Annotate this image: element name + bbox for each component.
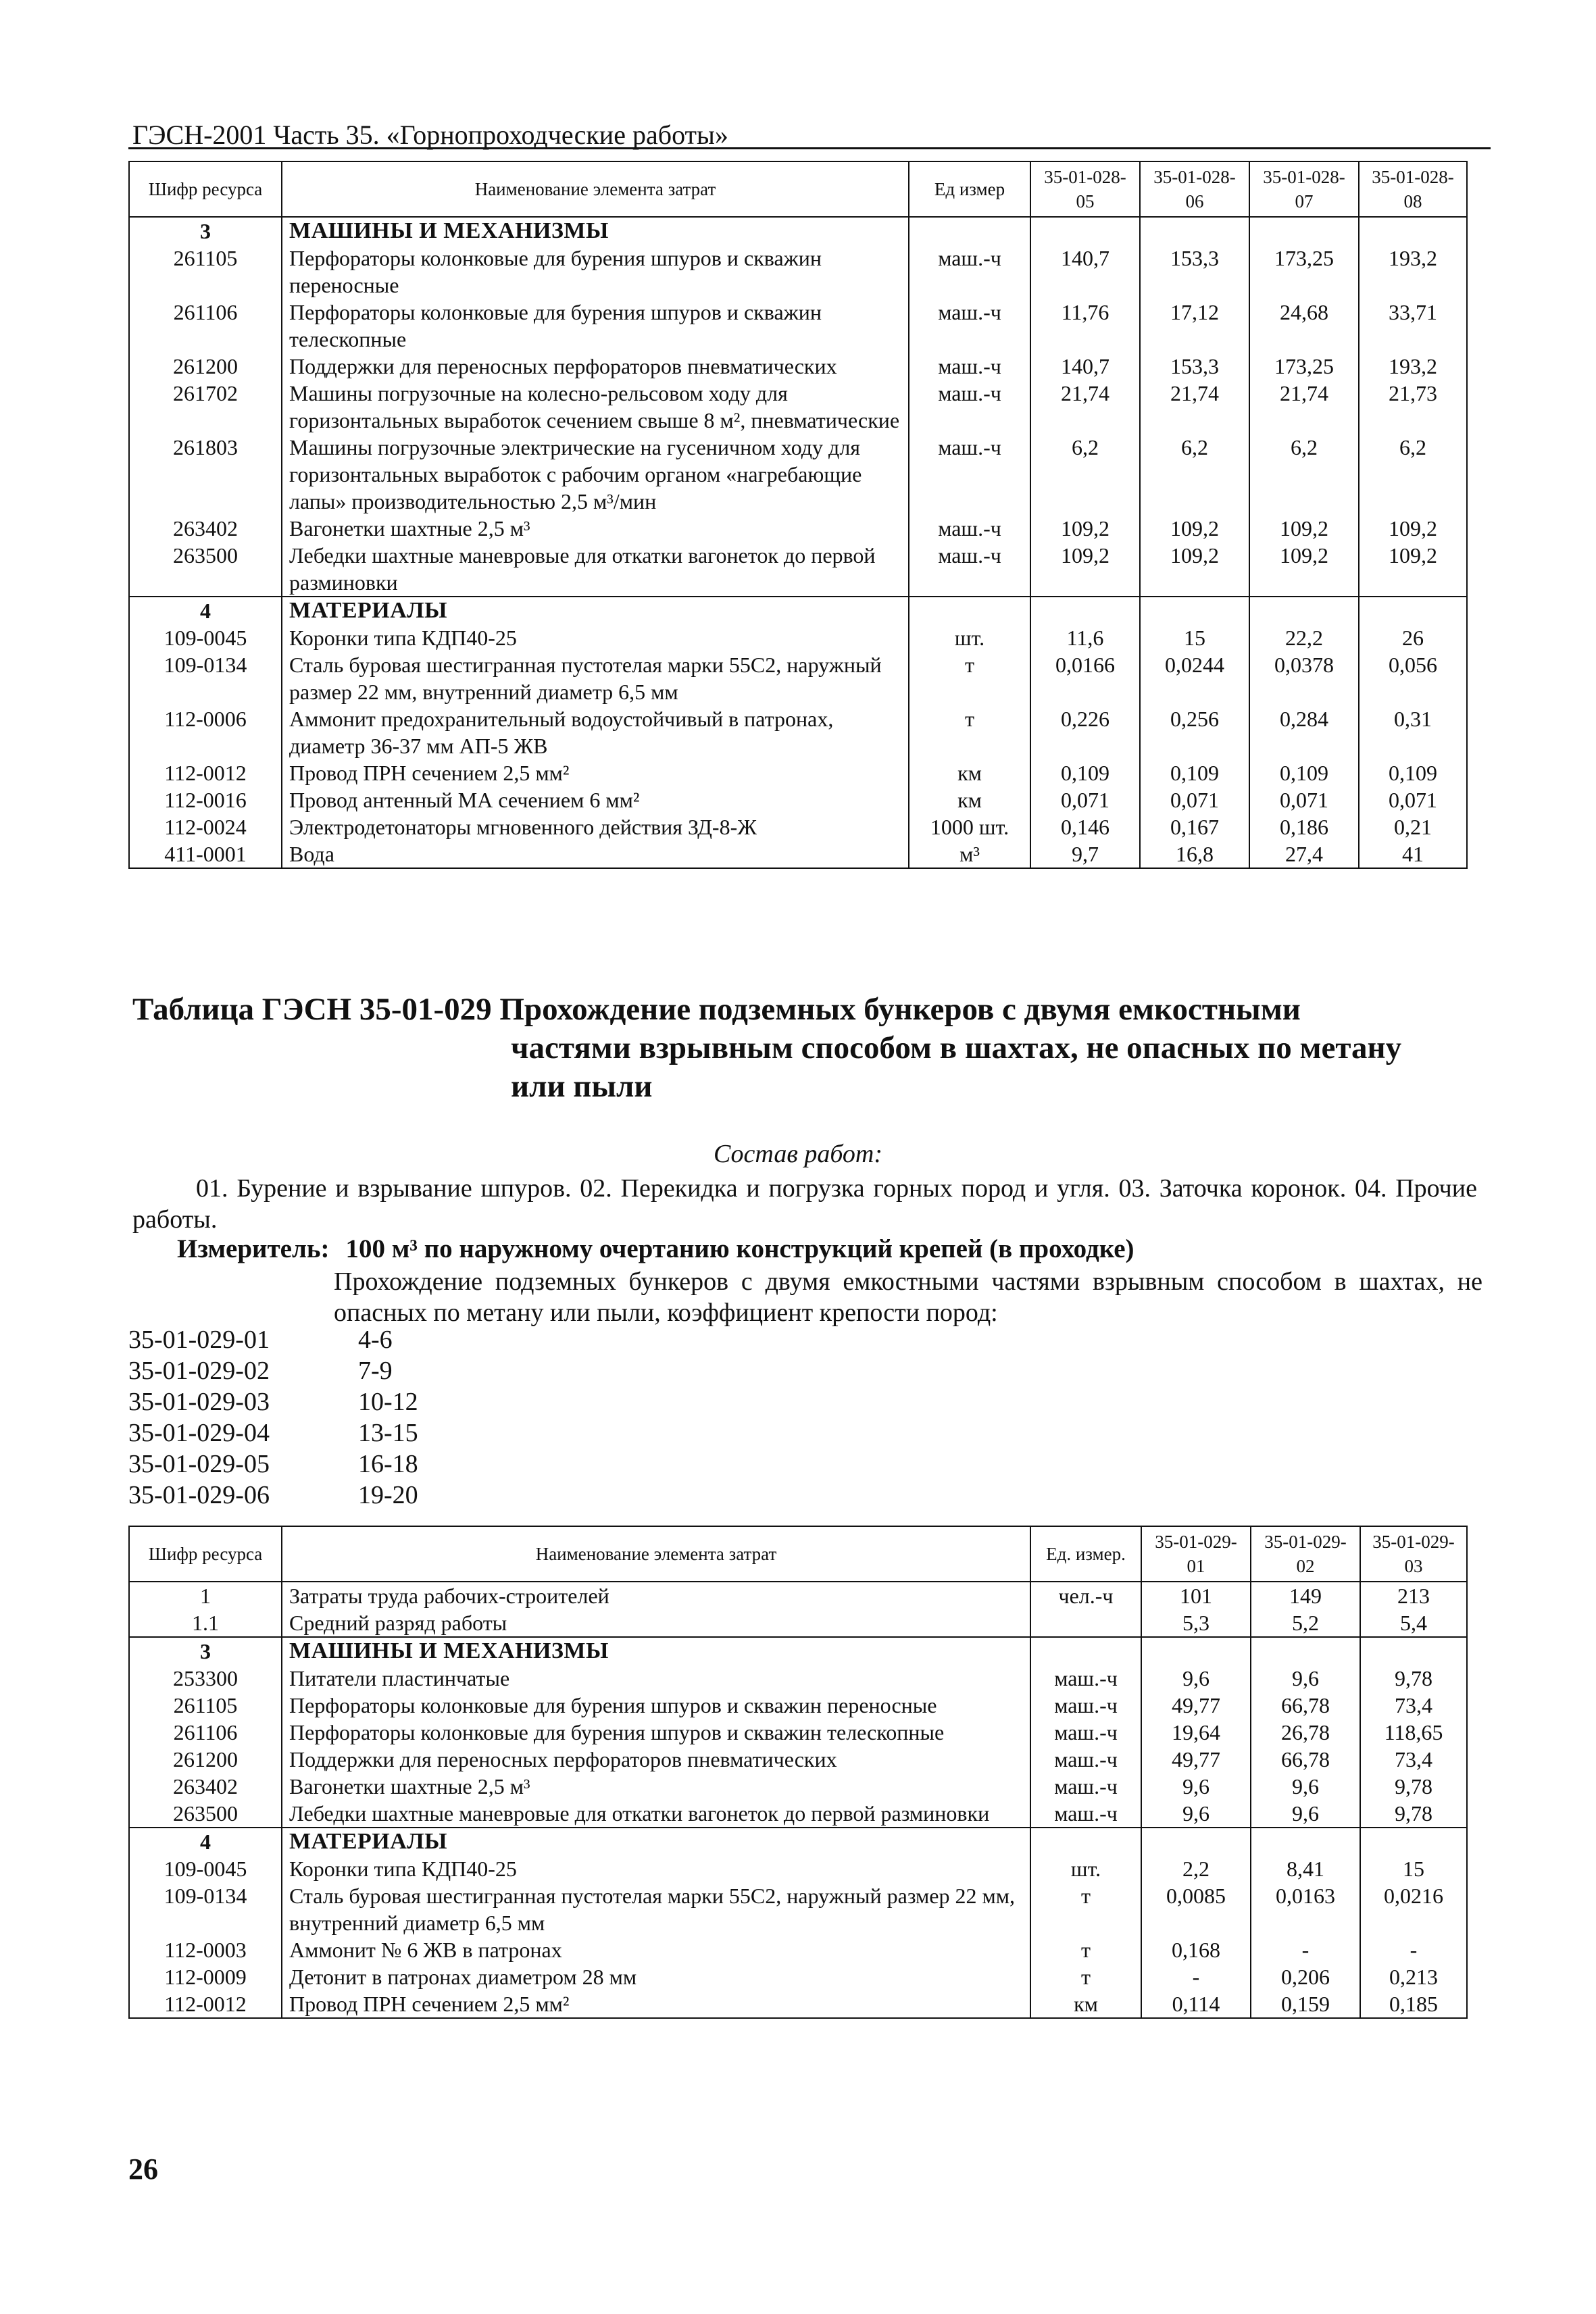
resource-name: Питатели пластинчатые (282, 1665, 1030, 1692)
resource-name: Провод ПРН сечением 2,5 мм² (282, 759, 909, 786)
norm-value: 17,12 (1140, 299, 1249, 353)
hardness-range: 10-12 (358, 1388, 418, 1416)
section-title: МАТЕРИАЛЫ (282, 1828, 1030, 1855)
norm-value: 0,0216 (1360, 1882, 1467, 1936)
table-row (129, 840, 1467, 868)
unit-of-measure: т (909, 651, 1030, 705)
norm-value: 26 (1359, 624, 1467, 651)
norm-value: 0,256 (1140, 705, 1249, 759)
table-title-line-1: Таблица ГЭСН 35-01-029 Прохождение подземных бункеров с двумя емкостными (132, 992, 1301, 1027)
norm-value: 0,0244 (1140, 651, 1249, 705)
norm-value: 6,2 (1140, 434, 1249, 515)
hardness-range: 4-6 (358, 1326, 393, 1354)
norm-value: 9,6 (1251, 1773, 1360, 1800)
unit-of-measure: чел.-ч (1030, 1582, 1141, 1609)
table-row (129, 759, 1467, 786)
section-row (129, 1828, 1467, 1855)
resource-name: Перфораторы колонковые для бурения шпуров и скважин переносные (282, 1692, 1030, 1719)
table-row (129, 1963, 1467, 1990)
norm-value: 140,7 (1030, 353, 1140, 380)
norm-code-row (128, 1324, 418, 1355)
norm-value: 0,284 (1249, 705, 1359, 759)
norm-code-row (128, 1386, 418, 1417)
norm-value: 21,74 (1140, 380, 1249, 434)
norm-value: 0,168 (1141, 1936, 1251, 1963)
column-header: Шифр ресурса (129, 161, 282, 217)
table-row (129, 299, 1467, 353)
resource-name: Вагонетки шахтные 2,5 м³ (282, 515, 909, 542)
norm-value: 11,6 (1030, 624, 1140, 651)
hardness-range: 16-18 (358, 1450, 418, 1478)
norm-value: 173,25 (1249, 353, 1359, 380)
empty-cell (1030, 1828, 1141, 1855)
table-row (129, 380, 1467, 434)
norm-value: 140,7 (1030, 245, 1140, 299)
norm-value: 9,6 (1141, 1773, 1251, 1800)
resource-name: Детонит в патронах диаметром 28 мм (282, 1963, 1030, 1990)
norm-value: 73,4 (1360, 1692, 1467, 1719)
meter-label: Измеритель: (177, 1234, 330, 1263)
meter-value: 100 м³ по наружному очертанию конструкций крепей (в проходке) (345, 1234, 1134, 1263)
empty-cell (909, 597, 1030, 624)
resource-code: 112-0024 (129, 813, 282, 840)
table-row (129, 1746, 1467, 1773)
resource-name: Сталь буровая шестигранная пустотелая марки 55С2, наружный размер 22 мм, внутренний диаметр 6,5 мм (282, 651, 909, 705)
unit-of-measure: м³ (909, 840, 1030, 868)
table-row (129, 651, 1467, 705)
norm-value: 33,71 (1359, 299, 1467, 353)
norm-value: 41 (1359, 840, 1467, 868)
norm-value: 0,0378 (1249, 651, 1359, 705)
norm-value: 0,146 (1030, 813, 1140, 840)
table-row (129, 1665, 1467, 1692)
unit-of-measure: т (909, 705, 1030, 759)
meter-line (177, 1234, 1134, 1264)
unit-of-measure: маш.-ч (1030, 1665, 1141, 1692)
resource-code: 261803 (129, 434, 282, 515)
table-title (132, 990, 1477, 1106)
resource-name: Вода (282, 840, 909, 868)
table-row (129, 1936, 1467, 1963)
norm-value: 5,3 (1141, 1609, 1251, 1637)
norm-value: 193,2 (1359, 245, 1467, 299)
table-row (129, 1882, 1467, 1936)
resource-name: Коронки типа КДП40-25 (282, 1855, 1030, 1882)
norm-value: 16,8 (1140, 840, 1249, 868)
resource-name: Перфораторы колонковые для бурения шпуров и скважин телескопные (282, 299, 909, 353)
norm-value: 0,109 (1140, 759, 1249, 786)
column-header: Наименование элемента затрат (282, 1526, 1030, 1582)
unit-of-measure: маш.-ч (909, 353, 1030, 380)
resource-name: Поддержки для переносных перфораторов пневматических (282, 353, 909, 380)
empty-cell (1140, 597, 1249, 624)
table-row (129, 1719, 1467, 1746)
norm-value: 49,77 (1141, 1746, 1251, 1773)
norm-value: 0,226 (1030, 705, 1140, 759)
norm-code: 35-01-029-05 (128, 1450, 270, 1478)
empty-cell (1360, 1828, 1467, 1855)
norm-value: - (1141, 1963, 1251, 1990)
table-row (129, 1609, 1467, 1637)
table-header-row (129, 161, 1467, 217)
norm-value: 11,76 (1030, 299, 1140, 353)
header-rule (128, 147, 1491, 149)
norm-value: 21,73 (1359, 380, 1467, 434)
norm-value: 109,2 (1030, 542, 1140, 597)
norm-value: 109,2 (1249, 542, 1359, 597)
resource-name: Перфораторы колонковые для бурения шпуров и скважин переносные (282, 245, 909, 299)
norm-value: 27,4 (1249, 840, 1359, 868)
resource-code: 261200 (129, 1746, 282, 1773)
norm-value: 8,41 (1251, 1855, 1360, 1882)
unit-of-measure: маш.-ч (909, 542, 1030, 597)
unit-of-measure: маш.-ч (909, 299, 1030, 353)
resource-name: Лебедки шахтные маневровые для откатки вагонеток до первой разминовки (282, 542, 909, 597)
unit-of-measure: маш.-ч (909, 245, 1030, 299)
norm-code: 35-01-029-03 (128, 1388, 270, 1416)
empty-cell (1249, 217, 1359, 245)
unit-of-measure (1030, 1609, 1141, 1637)
norm-value: 0,159 (1251, 1990, 1360, 2018)
resource-table-029 (128, 1526, 1468, 2019)
resource-code: 261106 (129, 1719, 282, 1746)
norm-value: 0,071 (1140, 786, 1249, 813)
norm-code-row (128, 1480, 418, 1511)
resource-code: 261106 (129, 299, 282, 353)
resource-name: Коронки типа КДП40-25 (282, 624, 909, 651)
norm-value: 0,213 (1360, 1963, 1467, 1990)
unit-of-measure: маш.-ч (1030, 1692, 1141, 1719)
unit-of-measure: маш.-ч (909, 434, 1030, 515)
unit-of-measure: км (1030, 1990, 1141, 2018)
norm-value: 9,78 (1360, 1800, 1467, 1828)
resource-code: 112-0016 (129, 786, 282, 813)
unit-of-measure: маш.-ч (1030, 1746, 1141, 1773)
norm-value: 0,167 (1140, 813, 1249, 840)
norm-value: 0,31 (1359, 705, 1467, 759)
table-row (129, 786, 1467, 813)
norm-code: 35-01-029-01 (128, 1326, 270, 1354)
norm-value: 193,2 (1359, 353, 1467, 380)
norm-value: 73,4 (1360, 1746, 1467, 1773)
empty-cell (1249, 597, 1359, 624)
resource-name: Провод ПРН сечением 2,5 мм² (282, 1990, 1030, 2018)
resource-name: Аммонит № 6 ЖВ в патронах (282, 1936, 1030, 1963)
norm-value: 66,78 (1251, 1692, 1360, 1719)
norm-value: 153,3 (1140, 353, 1249, 380)
table-title-line-3: или пыли (511, 1069, 653, 1104)
empty-cell (1141, 1828, 1251, 1855)
norm-value: 109,2 (1249, 515, 1359, 542)
norm-value: 0,071 (1249, 786, 1359, 813)
norm-value: 21,74 (1030, 380, 1140, 434)
column-header: 35-01-028-08 (1359, 161, 1467, 217)
norm-value: 9,6 (1141, 1665, 1251, 1692)
column-header: Шифр ресурса (129, 1526, 282, 1582)
resource-name: Вагонетки шахтные 2,5 м³ (282, 1773, 1030, 1800)
section-code: 3 (129, 217, 282, 245)
column-header: Ед. измер. (1030, 1526, 1141, 1582)
norm-value: 0,114 (1141, 1990, 1251, 2018)
norm-value: 109,2 (1030, 515, 1140, 542)
empty-cell (1030, 1637, 1141, 1665)
column-header: 35-01-029-01 (1141, 1526, 1251, 1582)
table-row (129, 1692, 1467, 1719)
norm-value: 0,109 (1249, 759, 1359, 786)
norm-value: 21,74 (1249, 380, 1359, 434)
norm-value: 26,78 (1251, 1719, 1360, 1746)
column-header: 35-01-028-06 (1140, 161, 1249, 217)
norm-code-row (128, 1355, 418, 1386)
section-code: 4 (129, 597, 282, 624)
norm-description: Прохождение подземных бункеров с двумя емкостными частями взрывным способом в шахтах, не опасных по метану или пыли, коэффициент крепости пород: (334, 1267, 1482, 1327)
unit-of-measure: т (1030, 1963, 1141, 1990)
norm-code-list (128, 1324, 418, 1511)
section-code: 4 (129, 1828, 282, 1855)
resource-name: Аммонит предохранительный водоустойчивый в патронах, диаметр 36-37 мм АП-5 ЖВ (282, 705, 909, 759)
unit-of-measure: маш.-ч (909, 380, 1030, 434)
norm-code-row (128, 1417, 418, 1449)
unit-of-measure: км (909, 759, 1030, 786)
page-number: 26 (128, 2153, 158, 2186)
column-header: 35-01-029-02 (1251, 1526, 1360, 1582)
unit-of-measure: маш.-ч (1030, 1719, 1141, 1746)
resource-code: 261702 (129, 380, 282, 434)
table-row (129, 245, 1467, 299)
resource-code: 109-0045 (129, 1855, 282, 1882)
norm-value: 9,6 (1141, 1800, 1251, 1828)
hardness-range: 13-15 (358, 1419, 418, 1447)
unit-of-measure: шт. (1030, 1855, 1141, 1882)
table-row (129, 1800, 1467, 1828)
norm-value: 0,0085 (1141, 1882, 1251, 1936)
empty-cell (1030, 217, 1140, 245)
norm-value: 6,2 (1359, 434, 1467, 515)
empty-cell (1360, 1637, 1467, 1665)
resource-name: Провод антенный МА сечением 6 мм² (282, 786, 909, 813)
resource-code: 261200 (129, 353, 282, 380)
section-row (129, 217, 1467, 245)
resource-name: Затраты труда рабочих-строителей (282, 1582, 1030, 1609)
resource-code: 112-0003 (129, 1936, 282, 1963)
table-row (129, 542, 1467, 597)
norm-value: 0,186 (1249, 813, 1359, 840)
resource-code: 112-0012 (129, 759, 282, 786)
resource-name: Машины погрузочные на колесно-рельсовом ходу для горизонтальных выработок сечением свыше 8 м², пневматические (282, 380, 909, 434)
resource-name: Машины погрузочные электрические на гусеничном ходу для горизонтальных выработок с рабочим органом «нагребающие лапы» производительностью 2,5 м³/мин (282, 434, 909, 515)
section-title: МАШИНЫ И МЕХАНИЗМЫ (282, 1637, 1030, 1665)
norm-value: 5,4 (1360, 1609, 1467, 1637)
table-title-line-2: частями взрывным способом в шахтах, не опасных по метану (511, 1030, 1402, 1065)
norm-code: 35-01-029-06 (128, 1481, 270, 1509)
norm-value: 109,2 (1140, 515, 1249, 542)
resource-code: 263402 (129, 1773, 282, 1800)
table-row (129, 1855, 1467, 1882)
resource-name: Перфораторы колонковые для бурения шпуров и скважин телескопные (282, 1719, 1030, 1746)
norm-value: 109,2 (1359, 515, 1467, 542)
section-row (129, 597, 1467, 624)
resource-code: 112-0006 (129, 705, 282, 759)
norm-value: 0,071 (1030, 786, 1140, 813)
section-row (129, 1637, 1467, 1665)
resource-code: 112-0009 (129, 1963, 282, 1990)
norm-value: 22,2 (1249, 624, 1359, 651)
resource-name: Электродетонаторы мгновенного действия ЗД-8-Ж (282, 813, 909, 840)
table-row (129, 1773, 1467, 1800)
resource-code: 109-0134 (129, 651, 282, 705)
norm-value: 24,68 (1249, 299, 1359, 353)
resource-code: 263402 (129, 515, 282, 542)
norm-value: 101 (1141, 1582, 1251, 1609)
empty-cell (909, 217, 1030, 245)
section-title: МАТЕРИАЛЫ (282, 597, 909, 624)
table-header-row (129, 1526, 1467, 1582)
norm-value: 153,3 (1140, 245, 1249, 299)
norm-value: - (1251, 1936, 1360, 1963)
norm-value: 0,109 (1359, 759, 1467, 786)
norm-value: 9,78 (1360, 1665, 1467, 1692)
empty-cell (1251, 1637, 1360, 1665)
norm-value: 149 (1251, 1582, 1360, 1609)
empty-cell (1359, 217, 1467, 245)
empty-cell (1141, 1637, 1251, 1665)
norm-value: 5,2 (1251, 1609, 1360, 1637)
column-header: Ед измер (909, 161, 1030, 217)
resource-name: Поддержки для переносных перфораторов пневматических (282, 1746, 1030, 1773)
resource-code: 109-0134 (129, 1882, 282, 1936)
table-row (129, 705, 1467, 759)
unit-of-measure: маш.-ч (909, 515, 1030, 542)
norm-value: - (1360, 1936, 1467, 1963)
resource-name: Средний разряд работы (282, 1609, 1030, 1637)
section-title: МАШИНЫ И МЕХАНИЗМЫ (282, 217, 909, 245)
norm-code: 35-01-029-02 (128, 1357, 270, 1385)
column-header: Наименование элемента затрат (282, 161, 909, 217)
section-code: 3 (129, 1637, 282, 1665)
norm-value: 118,65 (1360, 1719, 1467, 1746)
norm-value: 0,109 (1030, 759, 1140, 786)
table-row (129, 1582, 1467, 1609)
norm-value: 109,2 (1140, 542, 1249, 597)
resource-table-028 (128, 161, 1468, 869)
norm-code: 35-01-029-04 (128, 1419, 270, 1447)
norm-value: 0,0166 (1030, 651, 1140, 705)
table-row (129, 813, 1467, 840)
norm-value: 9,78 (1360, 1773, 1467, 1800)
norm-value: 173,25 (1249, 245, 1359, 299)
norm-value: 6,2 (1249, 434, 1359, 515)
unit-of-measure: маш.-ч (1030, 1800, 1141, 1828)
resource-code: 1 (129, 1582, 282, 1609)
empty-cell (1359, 597, 1467, 624)
running-head: ГЭСН-2001 Часть 35. «Горнопроходческие работы» (132, 120, 728, 150)
table-row (129, 434, 1467, 515)
resource-code: 263500 (129, 542, 282, 597)
norm-value: 0,21 (1359, 813, 1467, 840)
empty-cell (1030, 597, 1140, 624)
norm-value: 109,2 (1359, 542, 1467, 597)
column-header: 35-01-029-03 (1360, 1526, 1467, 1582)
norm-value: 9,7 (1030, 840, 1140, 868)
norm-value: 0,071 (1359, 786, 1467, 813)
norm-value: 15 (1140, 624, 1249, 651)
empty-cell (1140, 217, 1249, 245)
norm-value: 15 (1360, 1855, 1467, 1882)
table-row (129, 515, 1467, 542)
resource-code: 263500 (129, 1800, 282, 1828)
work-composition-heading: Состав работ: (713, 1140, 883, 1168)
norm-value: 6,2 (1030, 434, 1140, 515)
norm-value: 0,056 (1359, 651, 1467, 705)
norm-value: 19,64 (1141, 1719, 1251, 1746)
resource-code: 1.1 (129, 1609, 282, 1637)
unit-of-measure: шт. (909, 624, 1030, 651)
resource-code: 253300 (129, 1665, 282, 1692)
unit-of-measure: т (1030, 1936, 1141, 1963)
norm-code-row (128, 1449, 418, 1480)
resource-code: 261105 (129, 1692, 282, 1719)
work-composition-text: 01. Бурение и взрывание шпуров. 02. Перекидка и погрузка горных пород и угля. 03. Заточка коронок. 04. Прочие работы. (132, 1174, 1477, 1234)
unit-of-measure: т (1030, 1882, 1141, 1936)
unit-of-measure: 1000 шт. (909, 813, 1030, 840)
hardness-range: 7-9 (358, 1357, 393, 1385)
norm-value: 213 (1360, 1582, 1467, 1609)
resource-name: Сталь буровая шестигранная пустотелая марки 55С2, наружный размер 22 мм, внутренний диаметр 6,5 мм (282, 1882, 1030, 1936)
resource-code: 112-0012 (129, 1990, 282, 2018)
norm-value: 66,78 (1251, 1746, 1360, 1773)
norm-value: 0,0163 (1251, 1882, 1360, 1936)
norm-value: 2,2 (1141, 1855, 1251, 1882)
column-header: 35-01-028-07 (1249, 161, 1359, 217)
table-row (129, 1990, 1467, 2018)
norm-value: 0,206 (1251, 1963, 1360, 1990)
hardness-range: 19-20 (358, 1481, 418, 1509)
unit-of-measure: км (909, 786, 1030, 813)
unit-of-measure: маш.-ч (1030, 1773, 1141, 1800)
norm-value: 0,185 (1360, 1990, 1467, 2018)
resource-code: 109-0045 (129, 624, 282, 651)
norm-value: 9,6 (1251, 1665, 1360, 1692)
column-header: 35-01-028-05 (1030, 161, 1140, 217)
table-row (129, 353, 1467, 380)
norm-value: 49,77 (1141, 1692, 1251, 1719)
empty-cell (1251, 1828, 1360, 1855)
resource-code: 261105 (129, 245, 282, 299)
table-row (129, 624, 1467, 651)
norm-value: 9,6 (1251, 1800, 1360, 1828)
resource-code: 411-0001 (129, 840, 282, 868)
resource-name: Лебедки шахтные маневровые для откатки вагонеток до первой разминовки (282, 1800, 1030, 1828)
